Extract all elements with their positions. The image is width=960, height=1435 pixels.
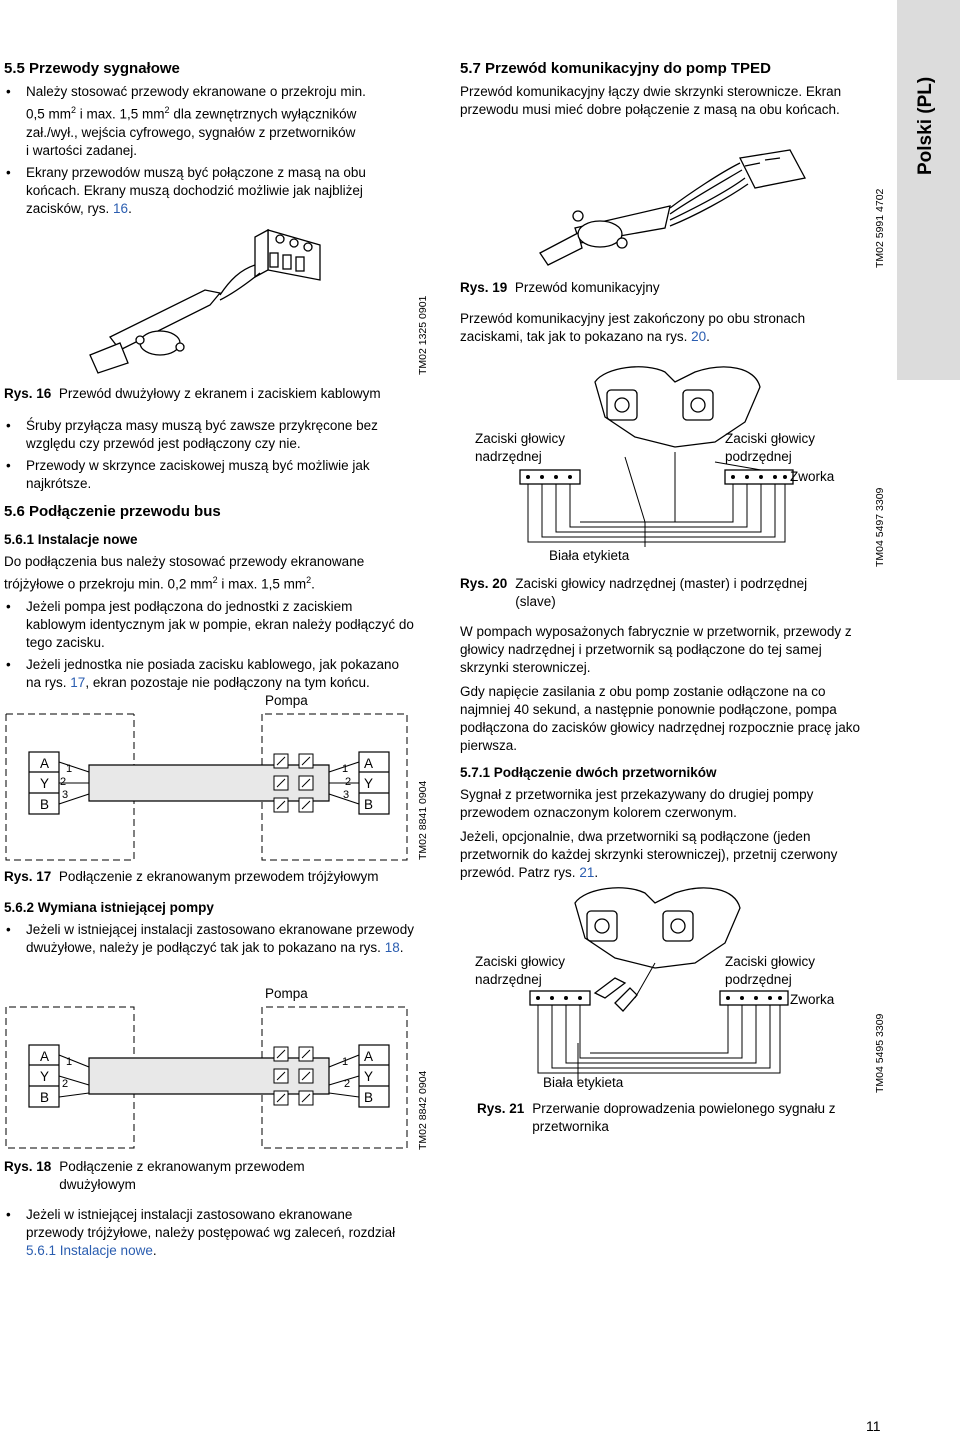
terminal-B-left: B <box>40 797 50 812</box>
tm-code-18: TM02 8842 0904 <box>417 1070 429 1150</box>
figure-link-18[interactable]: 18 <box>384 940 400 955</box>
wire-2-left: 2 <box>60 776 67 788</box>
language-tab-label: Polski (PL) <box>915 76 936 175</box>
text-segment: , ekran pozostaje nie podłączony na tym końcu. <box>85 674 370 690</box>
paragraph-cable-terminated <box>460 310 860 346</box>
caption-label: Rys. 17 <box>4 869 52 884</box>
master-terminals-label: Zaciski głowicy nadrzędnej <box>475 431 566 464</box>
terminal-B-right-18: B <box>364 1090 374 1105</box>
text-segment: Jeżeli, opcjonalnie, dwa przetworniki są podłączone (jeden przetwornik do każdej skrzynki sterowniczej), przetnij czerwony przewód. Patrz rys. <box>460 829 838 880</box>
caption-text: Zaciski głowicy nadrzędnej (master) i podrzędnej (slave) <box>515 576 808 609</box>
text-segment: 0,5 mm <box>26 106 72 122</box>
text-segment: i wartości zadanej. <box>26 142 138 158</box>
slave-terminals-label-21: Zaciski głowicy podrzędnej <box>725 954 816 987</box>
text-segment: . <box>311 576 315 592</box>
caption-figure-16 <box>4 385 434 403</box>
bullets-after-fig16 <box>4 417 409 497</box>
jumper-label: Zworka <box>790 469 835 484</box>
caption-text: Przerwanie doprowadzenia powielonego sygnału z przetwornika <box>532 1101 836 1134</box>
bullet-shield-ground: • Ekrany przewodów muszą być połączone z masą na obu końcach. Ekrany muszą dochodzić możliwie jak najbliżej zacisków, rys. 16. <box>4 164 406 218</box>
paragraph-red-wire: Sygnał z przetwornika jest przekazywany do drugiej pompy przewodem oznaczonym kolorem czerwonym. <box>460 787 814 820</box>
heading-5-6-1: 5.6.1 Instalacje nowe <box>4 532 138 547</box>
wire-2-left-18: 2 <box>62 1078 69 1090</box>
caption-text: Przewód komunikacyjny <box>514 280 660 295</box>
terminal-Y-right-18: Y <box>364 1069 374 1084</box>
figure-16-cable-illustration <box>80 225 330 375</box>
terminal-B-right: B <box>364 797 374 812</box>
caption-label: Rys. 18 <box>4 1159 52 1174</box>
master-terminals-label-21: Zaciski głowicy nadrzędnej <box>475 954 566 987</box>
text-segment: . <box>706 329 710 344</box>
figure-19-cable-illustration <box>520 148 820 268</box>
text-segment: . <box>594 865 599 880</box>
section-5-5 <box>4 60 409 222</box>
text-segment: Do podłączenia bus należy stosować przewody ekranowane <box>4 554 365 569</box>
superscript: 2 <box>212 575 218 585</box>
tm-code-16: TM02 1325 0901 <box>417 295 429 375</box>
bullet-ground-screws: • Śruby przyłącza masy muszą być zawsze przykręcone bez względu czy przewód jest podłączony czy nie. <box>4 417 409 453</box>
paragraph-restart: Gdy napięcie zasilania z obu pomp zostanie odłączone na co najmniej 40 sekund, a następnie ponownie podłączone, pompa podłączona do zacisków głowicy nadrzędnej rozpocznie pracę jako pierwsza. <box>460 684 860 753</box>
wire-2-right: 2 <box>345 776 352 788</box>
text-segment: . <box>152 1243 157 1258</box>
superscript: 2 <box>71 105 77 115</box>
text-segment: Jeżeli w istniejącej instalacji zastosowano ekranowane przewody trójżyłowe, należy postępować wg zaleceń, rozdział <box>26 1207 396 1240</box>
bullet-pump-shield: • Jeżeli pompa jest podłączona do jednostki z zaciskiem kablowym identycznym jak w pompie, ekran należy podłączyć do tego zacisku. <box>4 598 416 652</box>
paragraph-bus-cables <box>4 553 414 594</box>
section-5-7 <box>460 60 860 119</box>
caption-label: Rys. 16 <box>4 386 52 401</box>
caption-figure-18 <box>4 1158 364 1194</box>
heading-5-7-1: 5.7.1 Podłączenie dwóch przetworników <box>460 765 717 780</box>
caption-text: Podłączenie z ekranowanym przewodem dwużyłowym <box>59 1159 305 1192</box>
caption-figure-17 <box>4 868 378 886</box>
terminal-B-left-18: B <box>40 1090 50 1105</box>
bullet-no-clamp <box>4 656 416 692</box>
figure-link-17[interactable]: 17 <box>70 674 86 690</box>
pump-label-18: Pompa <box>265 986 308 1001</box>
figure-link-16[interactable]: 16 <box>113 200 129 216</box>
wire-3-left: 3 <box>62 789 69 801</box>
jumper-label-21: Zworka <box>790 992 835 1007</box>
tm-code-19: TM02 5991 4702 <box>874 188 886 268</box>
terminal-A-right-18: A <box>364 1049 374 1064</box>
text-segment: Jeżeli w istniejącej instalacji zastosowano ekranowane przewody dwużyłowe, należy je podłączyć tak jak to pokazano na rys. <box>26 922 414 955</box>
bullet-short-wires: • Przewody w skrzynce zaciskowej muszą być możliwie jak najkrótsze. <box>4 457 409 493</box>
section-link-5-6-1[interactable]: 5.6.1 Instalacje nowe <box>26 1243 153 1258</box>
heading-5-5: 5.5 Przewody sygnałowe <box>4 60 180 77</box>
text-segment: Jeżeli jednostka nie posiada zacisku kablowego, jak pokazano na rys. <box>26 656 399 690</box>
caption-label: Rys. 21 <box>477 1101 525 1116</box>
section-5-6-2 <box>4 900 414 961</box>
caption-text: Podłączenie z ekranowanym przewodem trójżyłowym <box>58 869 379 884</box>
bullet-signal-cables <box>4 83 409 160</box>
figure-link-20[interactable]: 20 <box>691 329 707 344</box>
caption-text: Przewód dwużyłowy z ekranem i zaciskiem kablowym <box>58 386 381 401</box>
tm-code-17: TM02 8841 0904 <box>417 780 429 860</box>
terminal-A-left-18: A <box>40 1049 50 1064</box>
text-segment: Przewód komunikacyjny jest zakończony po obu stronach zaciskami, tak jak to pokazano na rys. <box>460 311 806 344</box>
wire-1-left-18: 1 <box>66 1056 73 1068</box>
white-label-21: Biała etykieta <box>543 1075 624 1090</box>
heading-5-6: 5.6 Podłączenie przewodu bus <box>4 503 221 520</box>
section-5-6 <box>4 503 414 696</box>
caption-figure-19 <box>460 279 660 297</box>
paragraph-tped-cable: Przewód komunikacyjny łączy dwie skrzynki sterownicze. Ekran przewodu musi mieć dobre połączenie z masą na obu końcach. <box>460 84 842 117</box>
paragraph-cut-red-wire <box>460 828 865 882</box>
terminal-Y-left: Y <box>40 776 50 791</box>
wire-2-right-18: 2 <box>344 1078 351 1090</box>
tm-code-21: TM04 5495 3309 <box>874 1013 886 1093</box>
paragraph-factory-sensor: W pompach wyposażonych fabrycznie w przetwornik, przewody z głowicy nadrzędnej i przetwornik są podłączone do tej samej skrzynki sterowniczej. <box>460 624 852 675</box>
caption-label: Rys. 20 <box>460 576 508 591</box>
page-number: 11 <box>866 1418 881 1434</box>
language-tab <box>897 0 960 380</box>
heading-5-7: 5.7 Przewód komunikacyjny do pomp TPED <box>460 60 771 77</box>
wire-1-right-18: 1 <box>342 1056 349 1068</box>
caption-figure-20 <box>460 575 860 611</box>
superscript: 2 <box>164 105 170 115</box>
white-label-20: Biała etykieta <box>549 548 630 563</box>
slave-terminals-label: Zaciski głowicy podrzędnej <box>725 431 816 464</box>
caption-figure-21 <box>477 1100 867 1136</box>
terminal-A-left: A <box>40 756 50 771</box>
caption-label: Rys. 19 <box>460 280 508 295</box>
terminal-A-right: A <box>364 756 374 771</box>
terminal-Y-left-18: Y <box>40 1069 50 1084</box>
text-segment: Ekrany przewodów muszą być połączone z masą na obu końcach. Ekrany muszą dochodzić możliwie jak najbliżej zacisków, rys. <box>26 164 366 216</box>
bullet-existing-3-wire-block <box>4 1206 414 1264</box>
figure-link-21[interactable]: 21 <box>579 865 595 880</box>
superscript: 2 <box>306 575 312 585</box>
bullet-existing-3-wire <box>4 1206 406 1260</box>
text-segment: zał./wył., wejścia cyfrowego, sygnałów z przetworników <box>26 124 356 140</box>
wire-1-right: 1 <box>342 763 349 775</box>
text-segment: trójżyłowe o przekroju min. 0,2 mm <box>4 576 213 592</box>
text-segment: i max. 1,5 mm <box>217 576 307 592</box>
right-paragraphs <box>460 623 865 882</box>
text-segment: Należy stosować przewody ekranowane o przekroju min. <box>26 84 366 99</box>
heading-5-6-2: 5.6.2 Wymiana istniejącej pompy <box>4 900 214 915</box>
bullet-existing-2-wire: • Jeżeli w istniejącej instalacji zastosowano ekranowane przewody dwużyłowe, należy je podłączyć tak jak to pokazano na rys. 18. <box>4 921 421 957</box>
tm-code-20: TM04 5497 3309 <box>874 487 886 567</box>
text-segment: i max. 1,5 mm <box>76 106 165 122</box>
terminal-Y-right: Y <box>364 776 374 791</box>
pump-label-17: Pompa <box>265 693 308 708</box>
text-segment: dla zewnętrznych wyłączników <box>169 106 357 122</box>
wire-1-left: 1 <box>66 763 73 775</box>
wire-3-right: 3 <box>343 789 350 801</box>
